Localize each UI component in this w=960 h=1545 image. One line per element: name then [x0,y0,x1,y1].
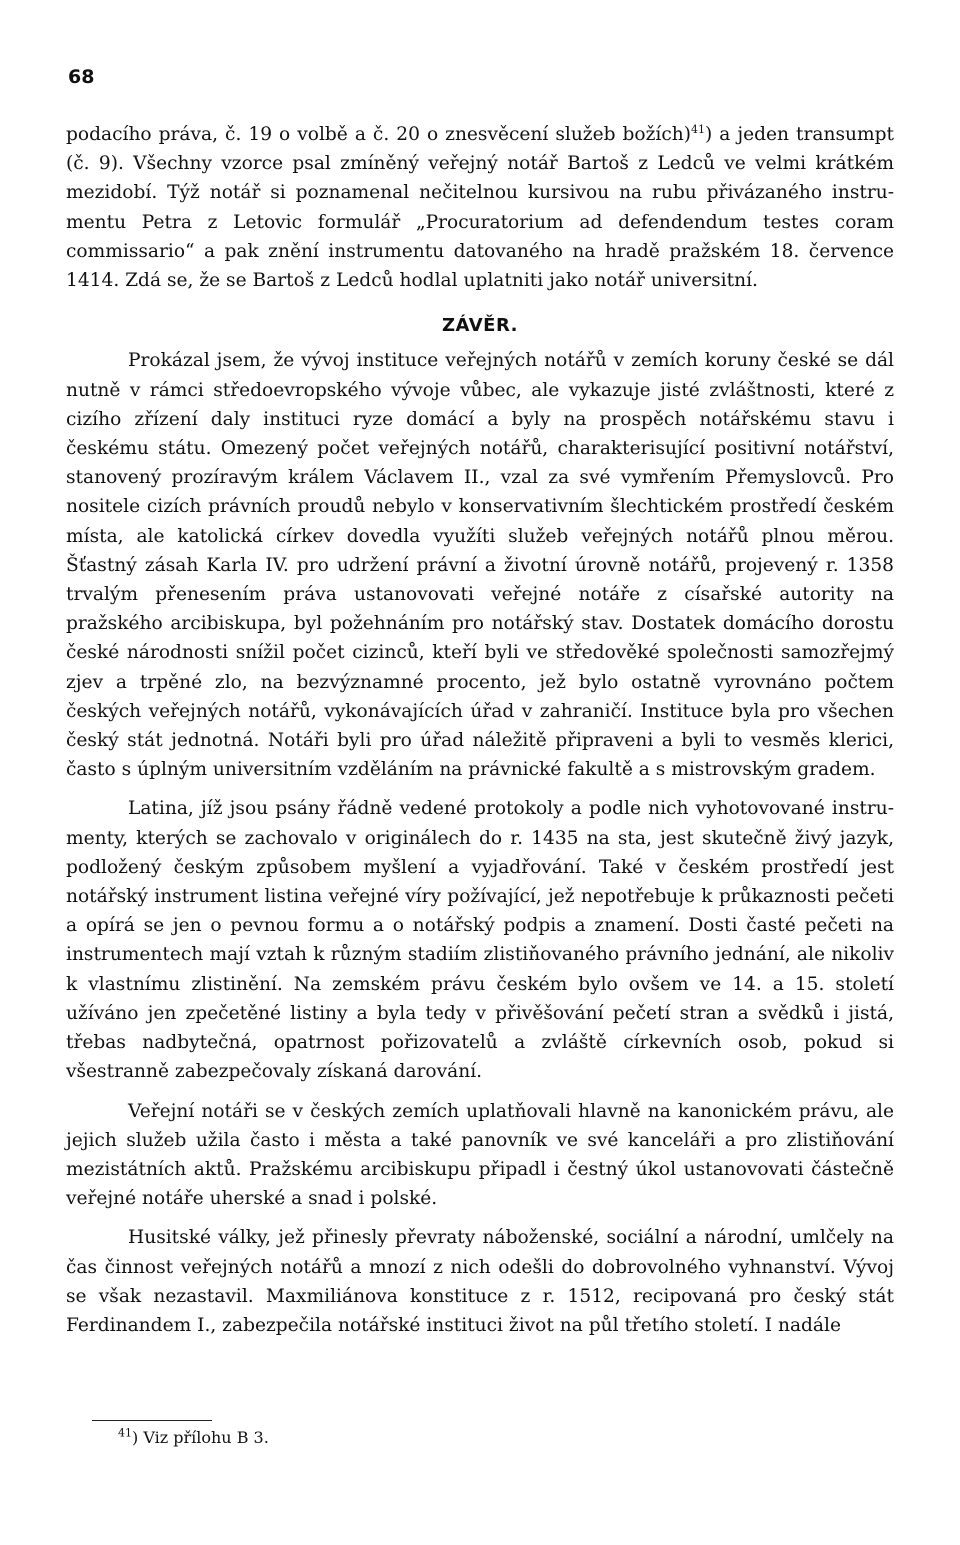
page-number: 68 [68,66,95,88]
footnote [118,1428,269,1447]
footnote-text: ) Viz přílohu B 3. [132,1428,269,1447]
paragraph: Prokázal jsem, že vývoj instituce veřejných notářů v zemích koruny české se dál nutně v rámci středoevropského vývoje vůbec, ale vykazuje jisté zvláštnosti, které z cizího zřízení daly instituci ryze domácí a byly na prospěch notářskému stavu i českému státu. Omezený počet veřejných notářů, charakterisující positivní notářství, stanovený prozíravým králem Václavem II., vzal za své vymřením Přemyslovců. Pro nositele cizích právních proudů nebylo v konservativním šlechtickém prostředí českém místa, ale katolická církev dovedla využíti služeb veřejných notářů plnou měrou. Šťastný zásah Karla IV. pro udržení právní a životní úrovně notářů, projevený r. 1358 trvalým přenesením práva ustanovovati veřejné notáře z císařské autority na pražského arcibiskupa, byl požehnáním pro notářský stav. Dostatek domácího dorostu české národnosti snížil počet cizinců, kteří byli ve středověké společnosti samozřejmý zjev a trpěné zlo, na bezvýznamné procento, jež bylo ostatně vyrovnáno počtem českých veřejných notářů, vykonávajících úřad v zahraničí. Instituce byla pro všechen český stát jednotná. Notáři byli pro úřad náležitě připraveni a byli to vesměs klerici, často s úplným universitním vzděláním na právnické fakultě a s mistrovským gradem. [66,350,894,781]
opening-paragraph-text: podacího práva, č. 19 o volbě a č. 20 o znesvěcení služeb božích) [66,124,691,145]
section-heading: ZÁVĚR. [441,315,519,337]
body-text [66,120,894,1340]
footnote-marker: 41 [118,1426,132,1440]
paragraph: Veřejní notáři se v českých zemích uplatňovali hlavně na kanonickém právu, ale jejich služeb užila často i města a také panovník ve své kanceláři a pro zlistiňování mezistátních aktů. Pražskému arcibiskupu připadl i čestný úkol ustanovovati částečně veřejné notáře uherské a snad i polské. [66,1100,894,1210]
footnote-divider [92,1420,212,1421]
paragraph: Husitské války, jež přinesly převraty náboženské, sociální a národní, umlčely na čas činnost veřejných notářů a mnozí z nich odešli do dobrovolného vyhnanství. Vývoj se však nezastavil. Maxmiliánova konstituce z r. 1512, recipovaná pro český stát Ferdinandem I., zabezpečila notářské instituci život na půl třetího století. I nadále [66,1227,894,1336]
footnote-reference: 41 [691,122,705,136]
opening-paragraph-text-continued: ) a jeden transumpt (č. 9). Všechny vzorce psal zmíněný veřejný notář Bartoš z Ledců ve velmi krátkém mezidobí. Týž notář si poznamenal nečitelnou kursivou na rubu přivázaného instrumentu Petra z Letovic formulář „Procuratorium ad defendendum testes coram commissario“ a pak znění instrumentu datovaného na hradě pražském 18. července 1414. Zdá se, že se Bartoš z Ledců hodlal uplatniti jako notář universitní. [66,124,894,292]
paragraph: Latina, jíž jsou psány řádně vedené protokoly a podle nich vyhotovované instrumenty, kterých se zachovalo v originálech do r. 1435 na sta, jest skutečně živý jazyk, podložený českým způsobem myšlení a vyjadřování. Také v českém prostředí jest notářský instrument listina veřejné víry požívající, jež nepotřebuje k průkaznosti pečeti a opírá se jen o pevnou formu a o notářský podpis a znamení. Dosti časté pečeti na instrumentech mají vztah k různým stadiím zlistiňovaného právního jednání, ale nikoliv k vlastnímu zlistinění. Na zemském právu českém bylo ovšem ve 14. a 15. století užíváno jen zpečetěné listiny a byla tedy v přivěšování pečetí stran a svědků i jistá, třebas nadbytečná, opatrnost pořizovatelů a zvláště církevních osob, pokud si všestranně zabezpečovaly získaná darování. [66,798,894,1083]
opening-paragraph [66,120,894,295]
